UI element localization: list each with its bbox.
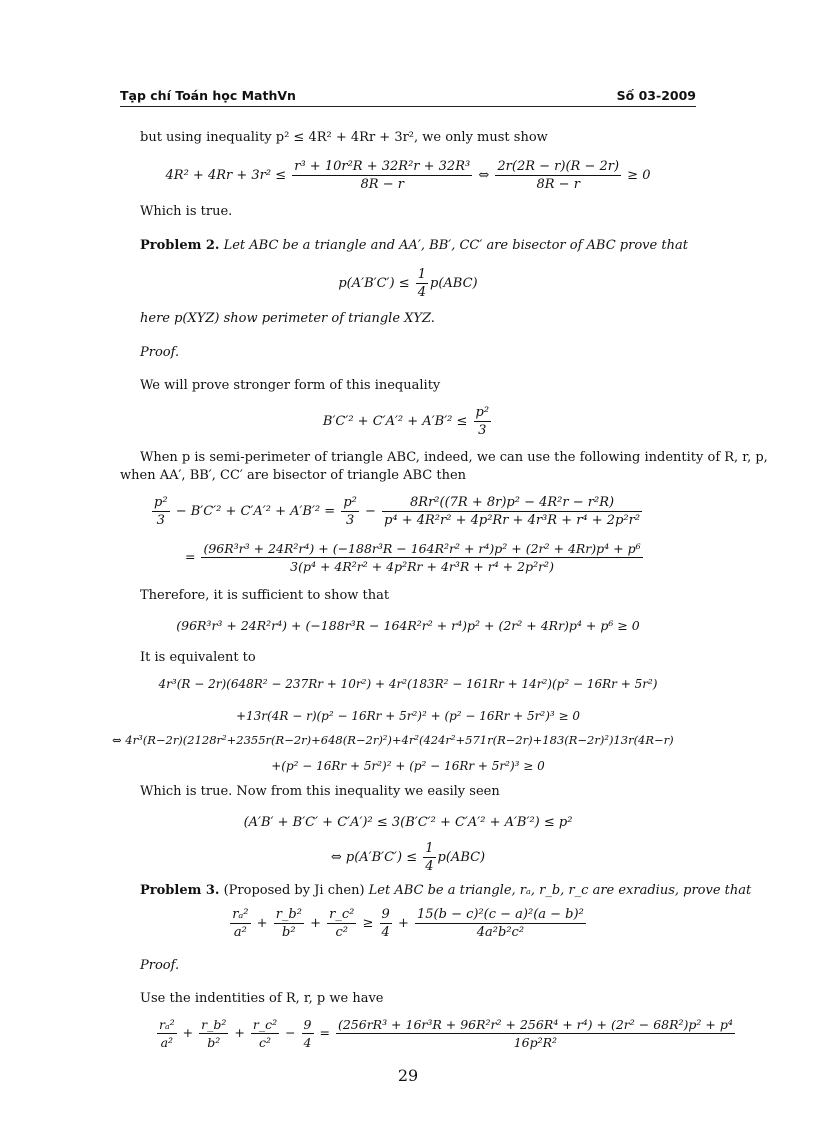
fraction: $\frac{\text{8Rr²((7R + 8r)p² − 4R²r − r²R)}}{\text{p⁴ + 4R²r² + 4p²Rr + 4r³R + r⁴ + 2p²r²}}$	[384, 495, 641, 528]
problem-label: Problem 2.	[140, 238, 220, 253]
problem-2-statement: Problem 2. Let ABC be a triangle and AA′, BB′, CC′ are bisector of ABC prove that	[140, 238, 688, 253]
fraction: $\frac{\text{p²}}{3}$	[343, 495, 357, 528]
fraction: $\frac{\text{r\_b²}}{\text{b²}}$	[201, 1017, 227, 1050]
paragraph-stronger-form: We will prove stronger form of this inequality	[140, 378, 441, 393]
equation-3: B′C′² + C′A′² + A′B′² ≤ $\frac{\text{p²}}{3}$	[322, 405, 490, 438]
paragraph-identity-line1: When p is semi-perimeter of triangle ABC, indeed, we can use the following indentity of R, r, p,	[140, 450, 768, 465]
page-number: 29	[397, 1066, 419, 1085]
equation-11: $\frac{\text{rₐ²}}{\text{a²}}$ + $\frac{\text{r\_b²}}{\text{b²}}$ + $\frac{\text{r\_c²}}{\text{c²}}$ − $\frac{9}{4}$ = $\frac{\text{(256rR³ + 16r³R + 96R²r² + 256R⁴ + r⁴) + (2r² − 68R²)p² + p⁴}}{\text{16p²R²}}$	[159, 1017, 733, 1050]
problem-label: Problem 3.	[140, 883, 220, 898]
equation-1: 4R² + 4Rr + 3r² ≤ $\frac{\text{r³ + 10r²R + 32R²r + 32R³}}{8R - r}$ ⇔ $\frac{2r(2R - r)(R - 2r)}{8R - r}$ ≥ 0	[165, 159, 651, 192]
fraction: $\frac{\text{rₐ²}}{\text{a²}}$	[159, 1017, 175, 1050]
fraction: $\frac{\text{r\_c²}}{\text{c²}}$	[252, 1017, 278, 1050]
fraction: $\frac{\text{r\_b²}}{\text{b²}}$	[275, 907, 302, 940]
fraction: $\frac{1}{4}$	[417, 267, 427, 300]
fraction: $\frac{\text{rₐ²}}{\text{a²}}$	[232, 907, 249, 940]
paragraph-sufficient: Therefore, it is sufficient to show that	[140, 588, 390, 603]
fraction: $\frac{\text{r\_c²}}{\text{c²}}$	[329, 907, 355, 940]
equation-4: $\frac{\text{p²}}{3}$ − B′C′² + C′A′² + A′B′² = $\frac{\text{p²}}{3}$ − $\frac{\text{8Rr²((7R + 8r)p² − 4R²r − r²R)}}{\text{p⁴ + 4R²r² + 4p²Rr + 4r³R + r⁴ + 2p²r²}}$	[154, 495, 641, 528]
fraction: $\frac{9}{4}$	[303, 1017, 312, 1050]
fraction: $\frac{2r(2R - r)(R - 2r)}{8R - r}$	[497, 159, 620, 192]
fraction: $\frac{\text{(256rR³ + 16r³R + 96R²r² + 256R⁴ + r⁴) + (2r² − 68R²)p² + p⁴}}{\text{16p²R²}}$	[337, 1017, 733, 1050]
fraction: $\frac{9}{4}$	[381, 907, 390, 940]
fraction: (96R³r³ + 24R²r⁴) + (−188r³R − 164R²r² + r⁴)p² + (2r² + 4Rr)p⁴ + p⁶ 3(p⁴ + 4R²r² + 4p²Rr + 4r³R + r⁴ + 2p²r²)	[203, 541, 641, 574]
proof-label: Proof.	[140, 958, 180, 973]
paragraph-easily-seen: Which is true. Now from this inequality we easily seen	[140, 784, 500, 799]
equation-2: p(A′B′C′) ≤ $\frac{1}{4}$ p(ABC)	[338, 267, 478, 300]
paragraph-equivalent: It is equivalent to	[140, 650, 256, 665]
equation-7-line1: 4r³(R − 2r)(648R² − 237Rr + 10r²) + 4r²(183R² − 161Rr + 14r²)(p² − 16Rr + 5r²)	[158, 677, 658, 691]
equation-6: (96R³r³ + 24R²r⁴) + (−188r³R − 164R²r² + r⁴)p² + (2r² + 4Rr)p⁴ + p⁶ ≥ 0	[176, 618, 640, 633]
issue-number: Số 03-2009	[616, 88, 696, 103]
equation-9: ⇔ p(A′B′C′) ≤ $\frac{1}{4}$ p(ABC)	[330, 841, 486, 874]
fraction: $\frac{\text{15(b − c)²(c − a)²(a − b)²}}{\text{4a²b²c²}}$	[417, 907, 584, 940]
header-rule	[120, 106, 696, 107]
fraction: $\frac{\text{p²}}{3}$	[475, 405, 490, 438]
paragraph-identity-line2: when AA′, BB′, CC′ are bisector of triangle ABC then	[120, 468, 467, 483]
equation-10: $\frac{\text{rₐ²}}{\text{a²}}$ + $\frac{\text{r\_b²}}{\text{b²}}$ + $\frac{\text{r\_c²}}{\text{c²}}$ ≥ $\frac{9}{4}$ + $\frac{\text{15(b − c)²(c − a)²(a − b)²}}{\text{4a²b²c²}}$	[232, 907, 584, 940]
equation-7-line4: +(p² − 16Rr + 5r²)² + (p² − 16Rr + 5r²)³ ≥ 0	[271, 759, 545, 773]
fraction: $\frac{\text{p²}}{3}$	[154, 495, 168, 528]
problem-3-statement: Problem 3. (Proposed by Ji chen) Let ABC be a triangle, rₐ, r_b, r_c are exradius, prove that	[140, 883, 752, 898]
fraction: $\frac{1}{4}$	[425, 841, 434, 874]
paragraph-which-true: Which is true.	[140, 204, 233, 219]
fraction: $\frac{\text{r³ + 10r²R + 32R²r + 32R³}}{8R - r}$	[294, 159, 471, 192]
equation-5: = (96R³r³ + 24R²r⁴) + (−188r³R − 164R²r² + r⁴)p² + (2r² + 4Rr)p⁴ + p⁶ 3(p⁴ + 4R²r² + 4p²Rr + 4r³R + r⁴ + 2p²r²)	[185, 541, 641, 574]
paragraph-inequality-intro: but using inequality p² ≤ 4R² + 4Rr + 3r², we only must show	[140, 130, 548, 145]
equation-8: (A′B′ + B′C′ + C′A′)² ≤ 3(B′C′² + C′A′² + A′B′²) ≤ p²	[243, 815, 573, 830]
paragraph-perimeter-note: here p(XYZ) show perimeter of triangle XYZ.	[140, 311, 435, 326]
proof-label: Proof.	[140, 345, 180, 360]
equation-7-line3: ⇔ 4r³(R−2r)(2128r²+2355r(R−2r)+648(R−2r)²)+4r²(424r²+571r(R−2r)+183(R−2r)²)13r(4R−r)	[112, 733, 674, 747]
equation-7-line2: +13r(4R − r)(p² − 16Rr + 5r²)² + (p² − 16Rr + 5r²)³ ≥ 0	[235, 709, 581, 723]
journal-title: Tạp chí Toán học MathVn	[120, 88, 296, 103]
paragraph-use-identities: Use the indentities of R, r, p we have	[140, 991, 384, 1006]
page-header	[120, 88, 696, 106]
